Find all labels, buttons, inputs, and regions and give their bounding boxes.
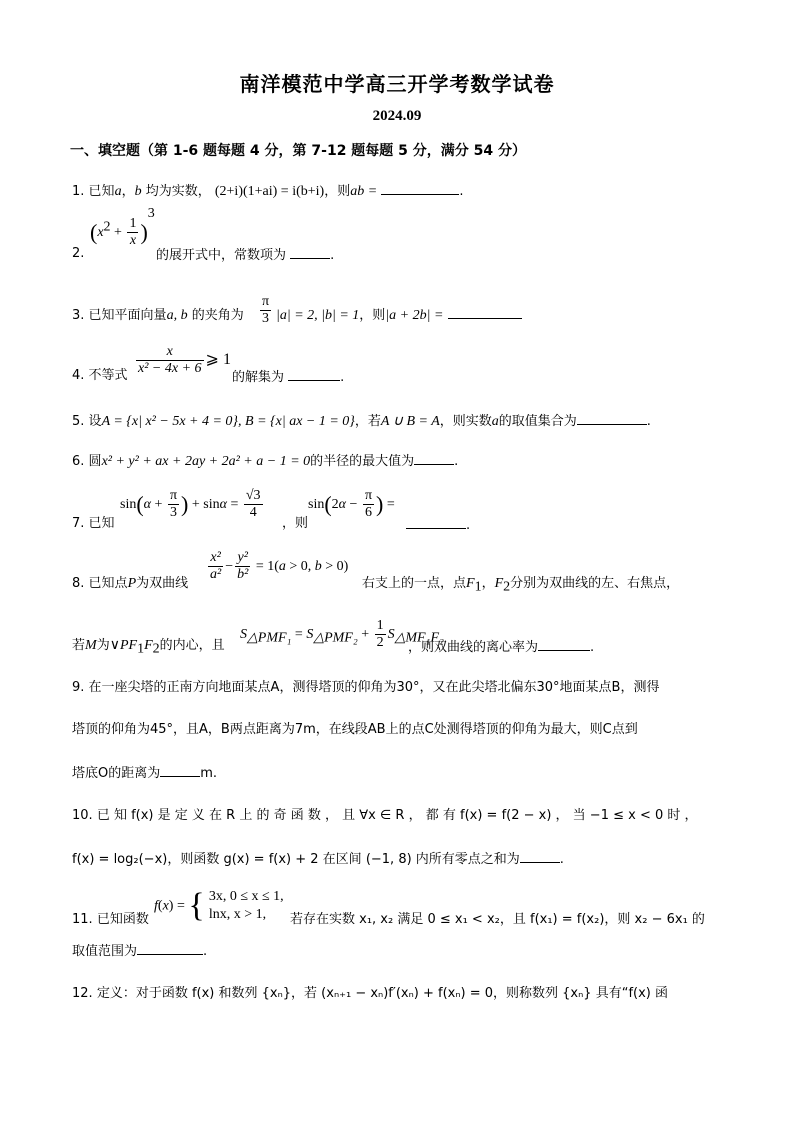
question-number: 1.: [72, 184, 85, 199]
question-text: f(x) = log₂(−x)，则函数 g(x) = f(x) + 2 在区间 (−1, 8) 内所有零点之和为: [72, 852, 520, 867]
question-text: 在一座尖塔的正南方向地面某点A，测得塔顶的仰角为30°，又在此尖塔北偏东30°地面某点B，测得: [88, 680, 660, 695]
question-2: 2. ($x^2$ + $\frac{1}{x}$ )$^3$ 的展开式中，常数项为 .: [72, 205, 335, 263]
question-text: 的取值集合为: [498, 414, 577, 429]
answer-blank[interactable]: [414, 450, 454, 465]
answer-blank[interactable]: [160, 762, 200, 777]
math-expression: ab =: [350, 184, 378, 199]
question-number: 6.: [72, 454, 85, 469]
question-text: 已知平面向量: [88, 308, 167, 323]
question-text: 的展开式中，常数项为: [156, 248, 287, 263]
question-text: 右支上的一点，点: [362, 576, 467, 591]
question-number: 8.: [72, 576, 85, 591]
question-text: 设: [88, 414, 102, 429]
question-text: ，则实数: [439, 414, 492, 429]
angle-fraction: $\frac{\pi}{3}$: [262, 294, 270, 326]
answer-blank[interactable]: [406, 514, 466, 529]
answer-blank[interactable]: [520, 848, 560, 863]
answer-blank[interactable]: [538, 636, 590, 651]
question-number: 4.: [72, 368, 85, 383]
question-4: 4. 不等式 $\frac{x}{\text{x² − 4x + 6}}$ ⩾ 1 的解集为 .: [72, 344, 345, 385]
question-text: ，则: [282, 516, 309, 531]
math-var: b: [134, 184, 142, 199]
question-text: 塔顶的仰角为45°，且A，B两点距离为7m，在线段AB上的点C处测得塔顶的仰角为最大，则C点到: [72, 722, 638, 737]
question-5: 5. 设A = {x| x² − 5x + 4 = 0}, B = {x| ax − 1 = 0}，若A ∪ B = A，则实数a的取值集合为 .: [72, 410, 722, 432]
question-number: 10.: [72, 808, 93, 823]
math-expression: A ∪ B = A: [380, 414, 440, 429]
question-text: 圆: [88, 454, 102, 469]
question-8: 8. 已知点P为双曲线 $\frac{\text{x²}}{\text{a²}}$ − $\frac{\text{y²}}{\text{b²}}$ = 1(a > 0, b > 0) 右支上的一点，点$F_1$，$F_2$分别为双曲线的左、右焦点， 若M为$\vee PF_1F_2$的内心，且 $S_{\triangle PMF_1} = S_{\triangle PMF_2}$ + $\frac{1}{2}$ $S_{\triangle MF_1F_2}$ ，则双曲线的离心率为 .: [72, 550, 680, 657]
math-expression: |a| = 2, |b| = 1: [276, 308, 360, 323]
question-text: 为双曲线: [136, 576, 189, 591]
question-number: 3.: [72, 308, 85, 323]
question-text: 的内心，且: [159, 638, 225, 653]
answer-blank[interactable]: [448, 304, 522, 319]
trig-target: sin(2α − $\frac{\pi}{6}$ ) =: [308, 488, 395, 520]
unit-label: m.: [200, 766, 218, 781]
question-text: 为: [96, 638, 110, 653]
math-expression: A = {x| x² − 5x + 4 = 0}, B = {x| ax − 1 = 0}: [101, 414, 355, 429]
question-text: 已知: [88, 184, 115, 199]
section-heading: 一、填空题（第 1-6 题每题 4 分，第 7-12 题每题 5 分，满分 54 分）: [70, 143, 527, 159]
answer-blank[interactable]: [288, 366, 340, 381]
answer-blank[interactable]: [137, 940, 203, 955]
question-number: 12.: [72, 986, 93, 1001]
question-11: 11. 已知函数 f(x) = { 3x, 0 ≤ x ≤ 1, lnx, x > 1, 若存在实数 x₁, x₂ 满足 0 ≤ x₁ < x₂，且 f(x₁) = f(x₂)，则 x₂ − 6x₁ 的 取值范围为 .: [72, 887, 705, 959]
question-6: 6. 圆x² + y² + ax + 2ay + 2a² + a − 1 = 0的半径的最大值为 .: [72, 450, 722, 472]
question-text: 已知点: [88, 576, 128, 591]
math-var: a: [491, 414, 499, 429]
question-10: 10. 已 知 f(x) 是 定 义 在 R 上 的 奇 函 数 ， 且 ∀x ∈ R ， 都 有 f(x) = f(2 − x) ， 当 −1 ≤ x < 0 时 ， f(x) = log₂(−x)，则函数 g(x) = f(x) + 2 在区间 (−1, 8) 内所有零点之和为 .: [72, 808, 698, 867]
piecewise-function: f(x) = { 3x, 0 ≤ x ≤ 1, lnx, x > 1,: [154, 887, 284, 924]
piecewise-case: 3x, 0 ≤ x ≤ 1,: [208, 889, 284, 904]
answer-blank[interactable]: [577, 410, 647, 425]
question-text: 分别为双曲线的左、右焦点，: [510, 576, 680, 591]
question-number: 11.: [72, 912, 93, 927]
question-7: 7. 已知 sin(α + $\frac{\pi}{3}$ ) + sinα = $\frac{√3}{4}$ ，则 sin(2α − $\frac{\pi}{6}$ ) = .: [72, 488, 471, 533]
question-text: 已 知 f(x) 是 定 义 在 R 上 的 奇 函 数 ， 且 ∀x ∈ R ， 都 有 f(x) = f(2 − x) ， 当 −1 ≤ x < 0 时 ，: [96, 808, 698, 823]
binomial-expression: ($x^2$ + $\frac{1}{x}$ )$^3$: [90, 205, 155, 248]
question-text: 均为实数，: [145, 184, 211, 199]
area-relation: $S_{\triangle PMF_1} = S_{\triangle PMF_2}$ + $\frac{1}{2}$ $S_{\triangle MF_1F_2}$: [240, 618, 444, 650]
math-expression: |a + 2b| =: [385, 308, 444, 323]
question-9: [72, 678, 732, 784]
question-text: 不等式: [88, 368, 128, 383]
question-3: [72, 294, 722, 334]
question-text: ，则双曲线的离心率为: [408, 640, 539, 655]
question-number: 9.: [72, 680, 85, 695]
question-text: 塔底O的距离为: [72, 766, 161, 781]
inequality-expression: $\frac{x}{\text{x² − 4x + 6}}$ ⩾ 1: [138, 344, 231, 376]
question-number: 5.: [72, 414, 85, 429]
exam-date: 2024.09: [372, 108, 422, 124]
question-text: ，则: [359, 308, 386, 323]
question-text: 的半径的最大值为: [310, 454, 415, 469]
question-text: ，则: [324, 184, 351, 199]
question-text: 已知: [88, 516, 115, 531]
math-expression: x² + y² + ax + 2ay + 2a² + a − 1 = 0: [101, 454, 311, 469]
page-title: 南洋模范中学高三开学考数学试卷: [239, 72, 555, 96]
math-var: a: [114, 184, 122, 199]
math-var: a, b: [166, 308, 188, 323]
answer-blank[interactable]: [381, 180, 459, 195]
piecewise-case: lnx, x > 1,: [208, 907, 267, 922]
answer-blank[interactable]: [290, 244, 330, 259]
math-expression: (2+i)(1+ai) = i(b+i): [214, 184, 325, 199]
question-text: 若: [72, 638, 86, 653]
question-text: 的夹角为: [191, 308, 244, 323]
hyperbola-equation: $\frac{\text{x²}}{\text{a²}}$ − $\frac{\text{y²}}{\text{b²}}$ = 1(a > 0, b > 0): [210, 550, 349, 582]
question-text: 取值范围为: [72, 944, 138, 959]
trig-condition: sin(α + $\frac{\pi}{3}$ ) + sinα = $\frac{√3}{4}$: [120, 488, 261, 520]
question-text: 若存在实数 x₁, x₂ 满足 0 ≤ x₁ < x₂，且 f(x₁) = f(x₂)，则 x₂ − 6x₁ 的: [290, 912, 705, 927]
question-12: [72, 984, 732, 1004]
question-number: 7.: [72, 516, 85, 531]
question-1: 1. 已知a，b 均为实数， (2+i)(1+ai) = i(b+i)，则ab = .: [72, 180, 722, 202]
question-text: 定义：对于函数 f(x) 和数列 {xₙ}，若 (xₙ₊₁ − xₙ)f′(xₙ) + f(xₙ) = 0，则称数列 {xₙ} 具有“f(x) 函: [96, 986, 668, 1001]
question-number: 2.: [72, 246, 85, 261]
question-text: ，若: [354, 414, 381, 429]
question-text: 已知函数: [96, 912, 149, 927]
question-text: 的解集为: [232, 370, 285, 385]
